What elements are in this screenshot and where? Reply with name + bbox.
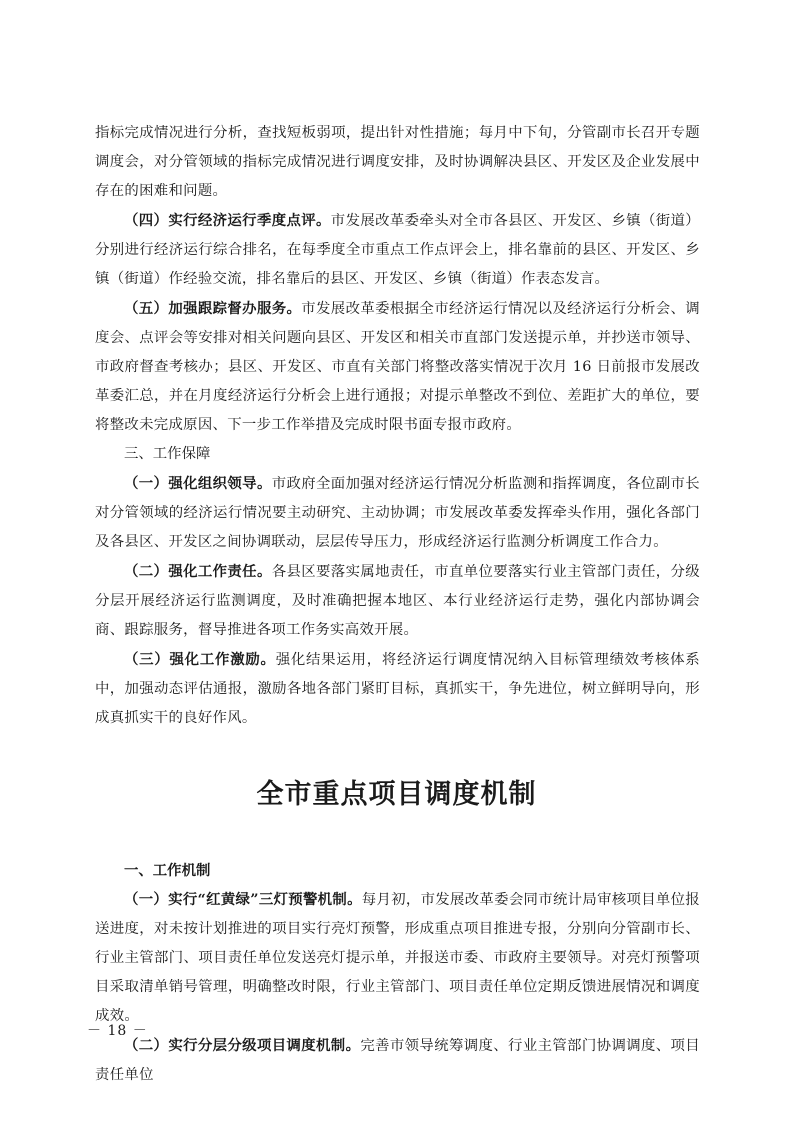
paragraph-responsibility <box>95 557 700 645</box>
paragraph-leadership <box>95 469 700 557</box>
paragraph-lead: （一）实行“红黄绿”三灯预警机制。 <box>124 891 362 908</box>
paragraph-supervision <box>95 294 700 440</box>
paragraph-body: 市发展改革委牵头对全市各县区、开发区、乡镇（街道）分别进行经济运行综合排名，在每季度全市重点工作点评会上，排名靠前的县区、开发区、乡镇（街道）作经验交流，排名靠后的县区、开发区、乡镇（街道）作表态发言。 <box>95 213 700 287</box>
paragraph-body: 各县区要落实属地责任，市直单位要落实行业主管部门责任，分级分层开展经济运行监测调度，及时准确把握本地区、本行业经济运行走势，强化内部协调会商、跟踪服务，督导推进各项工作务实高效开展。 <box>95 564 700 638</box>
section-heading-safeguards: 三、工作保障 <box>124 446 211 462</box>
paragraph-body: 市政府全面加强对经济运行情况分析监测和指挥调度，各位副市长对分管领域的经济运行情况要主动研究、主动协调；市发展改革委发挥牵头作用，强化各部门及各县区、开发区之间协调联动，层层传导压力，形成经济运行监测分析调度工作合力。 <box>95 476 700 550</box>
paragraph-lead: （二）实行分层分级项目调度机制。 <box>124 1037 361 1054</box>
paragraph-lead: （三）强化工作激励。 <box>124 651 276 668</box>
paragraph-lead: （一）强化组织领导。 <box>124 475 272 492</box>
paragraph-incentives <box>95 645 700 733</box>
page-number: － 18 － <box>87 1023 148 1039</box>
section-economic-operation <box>95 119 700 733</box>
paragraph-lead: （四）实行经济运行季度点评。 <box>124 212 331 229</box>
paragraph-tiered-scheduling <box>95 1031 700 1090</box>
paragraph-traffic-light-warning <box>95 885 700 1031</box>
paragraph-continued: 指标完成情况进行分析，查找短板弱项，提出针对性措施；每月中下旬，分管副市长召开专题调度会，对分管领域的指标完成情况进行调度安排，及时协调解决县区、开发区及企业发展中存在的困难和问题。 <box>95 125 700 199</box>
paragraph-body: 每月初，市发展改革委会同市统计局审核项目单位报送进度，对未按计划推进的项目实行亮灯预警，形成重点项目推进专报，分别向分管副市长、行业主管部门、项目责任单位发送亮灯提示单，并报送市委、市政府主要领导。对亮灯预警项目采取清单销号管理，明确整改时限，行业主管部门、项目责任单位定期反馈进展情况和调度成效。 <box>95 892 701 1024</box>
paragraph-body: 强化结果运用，将经济运行调度情况纳入目标管理绩效考核体系中，加强动态评估通报，激励各地各部门紧盯目标，真抓实干，争先进位，树立鲜明导向，形成真抓实干的良好作风。 <box>95 652 700 726</box>
paragraph-lead: （五）加强跟踪督办服务。 <box>124 300 302 317</box>
paragraph-body: 市发展改革委根据全市经济运行情况以及经济运行分析会、调度会、点评会等安排对相关问题向县区、开发区和相关市直部门发送提示单，并抄送市领导、市政府督查考核办；县区、开发区、市直有关部门将整改落实情况于次月 16 日前报市发展改革委汇总，并在月度经济运行分析会上进行通报；对提示单整改不到位、差距扩大的单位，要将整改未完成原因、下一步工作举措及完成时限书面专报市政府。 <box>95 301 700 433</box>
paragraph-quarterly-review <box>95 206 700 294</box>
section-key-projects <box>95 856 700 1090</box>
paragraph-body: 完善市领导统筹调度、行业主管部门协调调度、项目责任单位 <box>95 1038 700 1083</box>
document-title: 全市重点项目调度机制 <box>256 779 537 810</box>
section-heading-mechanism: 一、工作机制 <box>124 862 211 879</box>
paragraph-lead: （二）强化工作责任。 <box>124 563 272 580</box>
